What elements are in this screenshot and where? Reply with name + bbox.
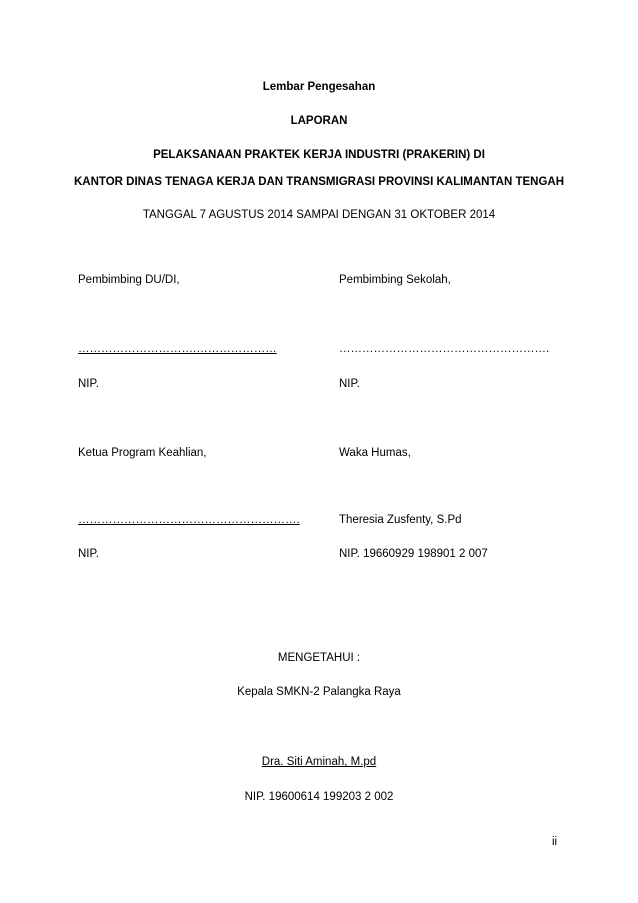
report-label: LAPORAN <box>290 115 348 127</box>
report-date-line: TANGGAL 7 AGUSTUS 2014 SAMPAI DENGAN 31 OKTOBER 2014 <box>142 209 496 221</box>
principal-role: Kepala SMKN-2 Palangka Raya <box>237 686 401 698</box>
sheet-title: Lembar Pengesahan <box>262 81 376 93</box>
principal-nip: NIP. 19600614 199203 2 002 <box>244 791 394 803</box>
right-supervisor-nip: NIP. <box>339 378 360 390</box>
left-supervisor-nip: NIP. <box>78 378 99 390</box>
right-supervisor-role: Pembimbing Sekolah, <box>339 274 451 286</box>
principal-name-text: Dra. Siti Aminah, M.pd <box>261 756 377 768</box>
right-supervisor-signature-line: ………………………………………………. <box>339 343 550 355</box>
report-title-line1: PELAKSANAAN PRAKTEK KERJA INDUSTRI (PRAKERIN) DI <box>153 149 485 161</box>
left-supervisor-signature-line: ………………………….………………… <box>78 343 277 355</box>
approval-label: MENGETAHUI : <box>277 652 361 664</box>
waka-humas-name: Theresia Zusfenty, S.Pd <box>339 514 462 526</box>
principal-name <box>0 755 638 769</box>
program-head-role: Ketua Program Keahlian, <box>78 447 207 459</box>
report-title-line2: KANTOR DINAS TENAGA KERJA DAN TRANSMIGRASI PROVINSI KALIMANTAN TENGAH <box>73 176 565 188</box>
page-number: ii <box>552 836 558 848</box>
program-head-nip: NIP. <box>78 548 99 560</box>
program-head-signature-line: …………………………………………………. <box>78 514 300 526</box>
left-supervisor-role: Pembimbing DU/DI, <box>78 274 180 286</box>
waka-humas-nip: NIP. 19660929 198901 2 007 <box>339 548 488 560</box>
waka-humas-role: Waka Humas, <box>339 447 411 459</box>
